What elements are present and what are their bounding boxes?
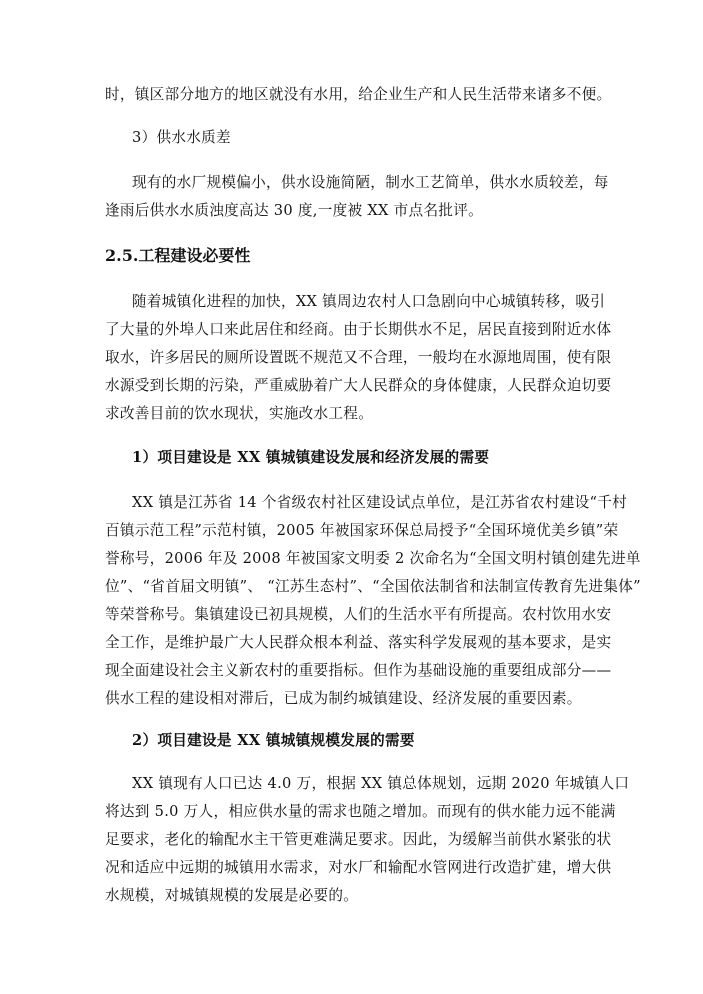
paragraph-line: 将达到 5.0 万人，相应供水量的需求也随之增加。而现有的供水能力远不能满 bbox=[105, 803, 616, 820]
paragraph-line: 足要求，老化的输配水主干管更难满足要求。因此，为缓解当前供水紧张的状 bbox=[105, 831, 612, 848]
paragraph-line: 了大量的外埠人口来此居住和经商。由于长期供水不足，居民直接到附近水体 bbox=[105, 321, 612, 338]
paragraph-line: 求改善目前的饮水现状，实施改水工程。 bbox=[105, 405, 374, 422]
paragraph-line: 百镇示范工程”示范村镇，2005 年被国家环保总局授予“全国环境优美乡镇”荣 bbox=[105, 522, 619, 539]
paragraph-line: 位”、“省首届文明镇”、 “江苏生态村”、“全国依法制省和法制宣传教育先进集体” bbox=[105, 578, 641, 595]
paragraph-line: 逢雨后供水水质浊度高达 30 度,一度被 XX 市点名批评。 bbox=[105, 202, 484, 219]
paragraph-line: 随着城镇化进程的加快，XX 镇周边农村人口急剧向中心城镇转移，吸引 bbox=[132, 293, 606, 310]
paragraph-line: 供水工程的建设相对滞后，已成为制约城镇建设、经济发展的重要因素。 bbox=[105, 690, 582, 707]
paragraph-line: 誉称号，2006 年及 2008 年被国家文明委 2 次命名为“全国文明村镇创建先进单 bbox=[105, 550, 641, 567]
paragraph-line: 水源受到长期的污染，严重威胁着广大人民群众的身体健康，人民群众迫切要 bbox=[105, 377, 612, 394]
paragraph-line: 等荣誉称号。集镇建设已初具规模，人们的生活水平有所提高。农村饮用水安 bbox=[105, 606, 612, 623]
section-heading: 2.5.工程建设必要性 bbox=[105, 246, 251, 265]
paragraph-line: 取水，许多居民的厕所设置既不规范又不合理，一般均在水源地周围，使有限 bbox=[105, 349, 612, 366]
paragraph-line: XX 镇现有人口已达 4.0 万，根据 XX 镇总体规划，远期 2020 年城镇人口 bbox=[132, 775, 630, 792]
paragraph-line: 现有的水厂规模偏小，供水设施简陋，制水工艺简单，供水水质较差，每 bbox=[132, 174, 609, 191]
paragraph-line: 现全面建设社会主义新农村的重要指标。但作为基础设施的重要组成部分—— bbox=[105, 662, 612, 679]
paragraph-line: 时，镇区部分地方的地区就没有水用，给企业生产和人民生活带来诸多不便。 bbox=[105, 86, 612, 103]
paragraph-line: 况和适应中远期的城镇用水需求，对水厂和输配水管网进行改造扩建，增大供 bbox=[105, 859, 612, 876]
paragraph-line: 全工作，是维护最广大人民群众根本利益、落实科学发展观的基本要求，是实 bbox=[105, 634, 612, 651]
list-item-heading: 3）供水水质差 bbox=[132, 129, 231, 146]
paragraph-line: 水规模，对城镇规模的发展是必要的。 bbox=[105, 887, 359, 904]
subsection-heading: 2）项目建设是 XX 镇城镇规模发展的需要 bbox=[132, 732, 415, 749]
paragraph-line: XX 镇是江苏省 14 个省级农村社区建设试点单位，是江苏省农村建设“千村 bbox=[132, 494, 628, 511]
subsection-heading: 1）项目建设是 XX 镇城镇建设发展和经济发展的需要 bbox=[132, 449, 490, 466]
